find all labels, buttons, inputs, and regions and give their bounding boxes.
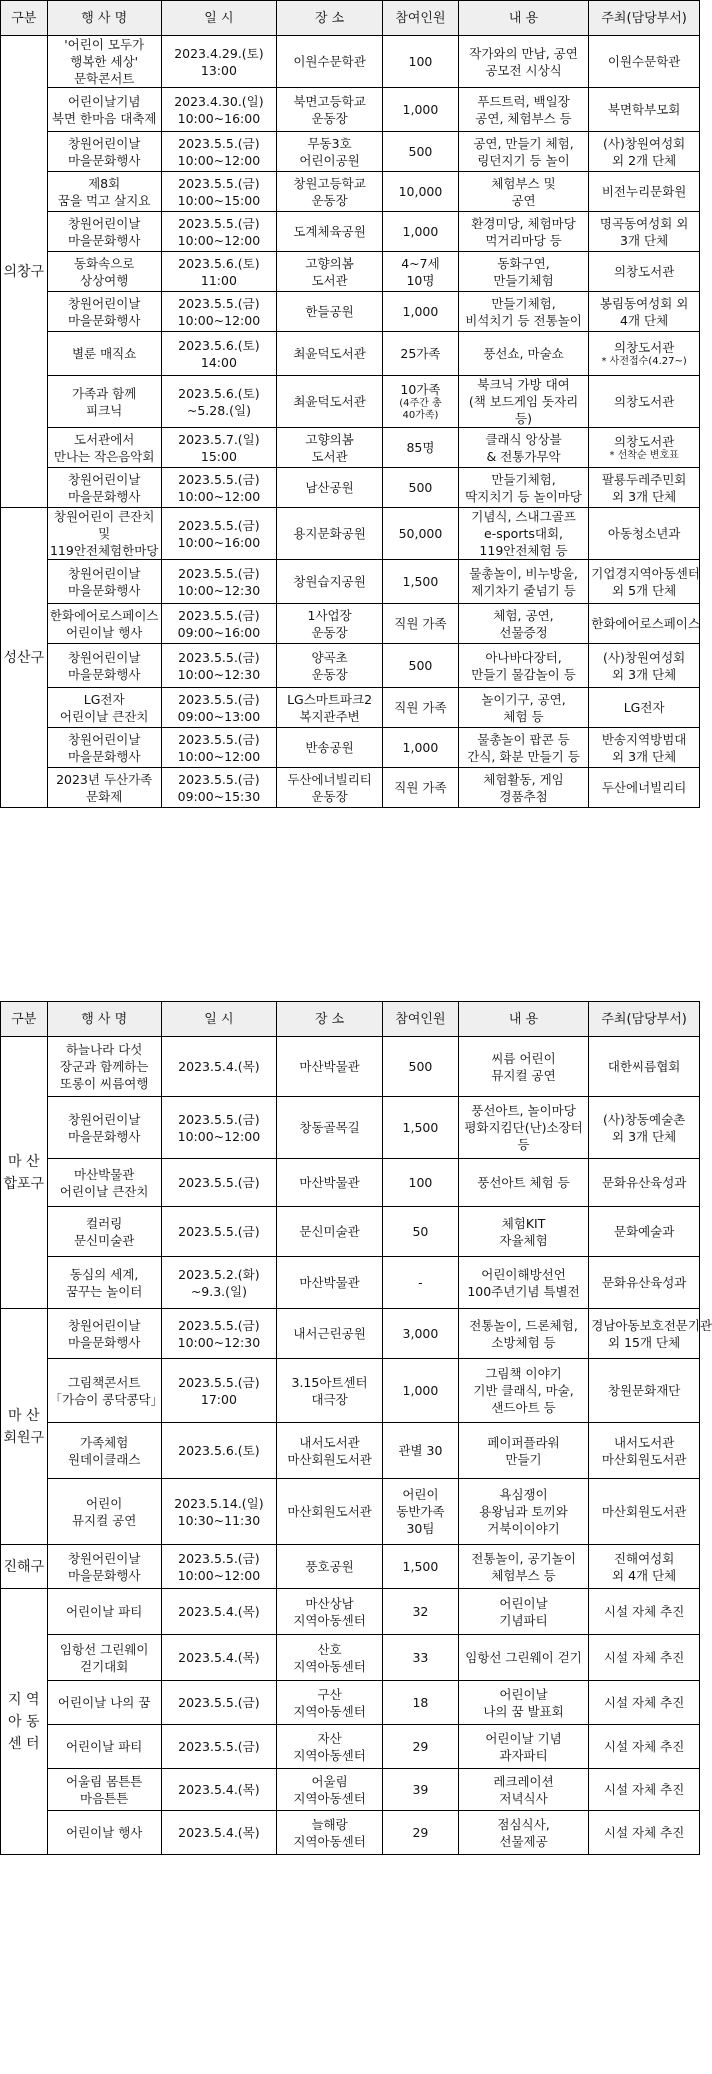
host-cell: 문화예술과 (589, 1207, 700, 1257)
content-cell: 만들기체험, 딱지치기 등 놀이마당 (458, 468, 588, 508)
host-cell: (사)창원여성회 외 2개 단체 (589, 132, 700, 172)
event-name-cell: 어린이날기념 북면 한마음 대축제 (47, 88, 161, 132)
participants-cell: 1,500 (383, 1097, 459, 1159)
participants-cell: 1,500 (383, 560, 459, 604)
datetime-cell: 2023.4.30.(일) 10:00~16:00 (161, 88, 276, 132)
event-name-cell: 창원어린이날 마을문화행사 (47, 292, 161, 332)
content-cell: 레크레이션 저녁식사 (458, 1769, 588, 1811)
table-row (1, 604, 700, 644)
event-name-cell: 창원어린이날 마을문화행사 (47, 132, 161, 172)
content-cell: 임항선 그린웨이 걷기 (458, 1635, 588, 1681)
table-body (1, 1037, 712, 1855)
table-row (1, 1309, 700, 1359)
column-header: 참여인원 (383, 1002, 459, 1037)
table-row (1, 768, 700, 808)
place-cell: 고향의봄 도서관 (277, 428, 383, 468)
participants-cell: 1,500 (383, 1545, 459, 1589)
host-cell: 두산에너빌리티 (589, 768, 700, 808)
column-header: 장 소 (277, 1002, 383, 1037)
datetime-cell: 2023.5.5.(금) 10:00~12:30 (161, 560, 276, 604)
host-cell: 진해여성회 외 4개 단체 (589, 1545, 700, 1589)
event-name-cell: 창원어린이날 마을문화행사 (47, 644, 161, 688)
host-cell: 시설 자체 추진 (589, 1635, 700, 1681)
participants-cell: 29 (383, 1725, 459, 1769)
datetime-cell: 2023.5.14.(일) 10:30~11:30 (161, 1479, 276, 1545)
participants-cell: 1,000 (383, 212, 459, 252)
datetime-cell: 2023.4.29.(토) 13:00 (161, 36, 276, 88)
participants-cell: 4~7세 10명 (383, 252, 459, 292)
table-row (1, 468, 700, 508)
place-cell: 마산박물관 (277, 1037, 383, 1097)
participants-cell: 29 (383, 1811, 459, 1855)
place-cell: 반송공원 (277, 728, 383, 768)
table-row (1, 644, 700, 688)
host-cell: 비전누리문화원 (589, 172, 700, 212)
table-row (1, 1725, 700, 1769)
region-cell: 마 산 회원구 (1, 1309, 48, 1545)
table-row (1, 1479, 700, 1545)
content-cell: 풍선아트, 놀이마당 평화지킴단(난)소장터 등 (458, 1097, 588, 1159)
host-cell: 이원수문학관 (589, 36, 700, 88)
event-name-cell: 별룬 매직쇼 (47, 332, 161, 376)
table-row (1, 688, 700, 728)
host-cell: 시설 자체 추진 (589, 1681, 700, 1725)
host-cell: 봉림동여성회 외 4개 단체 (589, 292, 700, 332)
datetime-cell: 2023.5.5.(금) 10:00~15:00 (161, 172, 276, 212)
region-cell: 지 역 아 동 센 터 (1, 1589, 48, 1855)
event-name-cell: 어린이날 행사 (47, 1811, 161, 1855)
event-name-cell: 2023년 두산가족 문화제 (47, 768, 161, 808)
event-name-cell: 어린이날 파티 (47, 1725, 161, 1769)
place-cell: 도계체육공원 (277, 212, 383, 252)
table-row (1, 332, 700, 376)
column-header: 구분 (1, 1002, 48, 1037)
host-cell: 문화유산육성과 (589, 1159, 700, 1207)
table-row (1, 88, 700, 132)
participants-cell: - (383, 1257, 459, 1309)
place-cell: 마산박물관 (277, 1159, 383, 1207)
place-cell: 문신미술관 (277, 1207, 383, 1257)
host-cell: 시설 자체 추진 (589, 1725, 700, 1769)
table-row (1, 1589, 700, 1635)
datetime-cell: 2023.5.6.(토) 14:00 (161, 332, 276, 376)
content-cell: 욕심쟁이 용왕님과 토끼와 거북이이야기 (458, 1479, 588, 1545)
participants-cell: 500 (383, 1037, 459, 1097)
place-cell: 마산박물관 (277, 1257, 383, 1309)
place-cell: 최윤덕도서관 (277, 332, 383, 376)
datetime-cell: 2023.5.4.(목) (161, 1589, 276, 1635)
host-cell: 의창도서관 * 선착순 변호표 (589, 428, 700, 468)
table-row (1, 132, 700, 172)
place-cell: 한들공원 (277, 292, 383, 332)
participants-cell: 500 (383, 132, 459, 172)
content-cell: 놀이기구, 공연, 체험 등 (458, 688, 588, 728)
host-cell: 의창도서관 (589, 376, 700, 428)
datetime-cell: 2023.5.5.(금) 09:00~16:00 (161, 604, 276, 644)
content-cell: 어린이날 기념파티 (458, 1589, 588, 1635)
event-name-cell: LG전자 어린이날 큰잔치 (47, 688, 161, 728)
place-cell: LG스마트파크2 복지관주변 (277, 688, 383, 728)
datetime-cell: 2023.5.6.(토) 11:00 (161, 252, 276, 292)
place-cell: 구산 지역아동센터 (277, 1681, 383, 1725)
participants-cell: 1,000 (383, 1359, 459, 1423)
place-cell: 용지문화공원 (277, 508, 383, 560)
column-header: 참여인원 (383, 1, 459, 36)
table-row (1, 1159, 700, 1207)
content-cell: 전통놀이, 드론체험, 소방체험 등 (458, 1309, 588, 1359)
content-cell: 아나바다장터, 만들기 물감놀이 등 (458, 644, 588, 688)
place-cell: 두산에너빌리티 운동장 (277, 768, 383, 808)
host-cell: 한화에어로스페이스 (589, 604, 700, 644)
participants-cell: 32 (383, 1589, 459, 1635)
column-header: 일 시 (161, 1002, 276, 1037)
content-cell: 환경미당, 체험마당 먹거리마당 등 (458, 212, 588, 252)
host-cell: 마산회원도서관 (589, 1479, 700, 1545)
column-header: 행 사 명 (47, 1, 161, 36)
host-cell: 문화유산육성과 (589, 1257, 700, 1309)
datetime-cell: 2023.5.5.(금) (161, 1725, 276, 1769)
host-cell: 시설 자체 추진 (589, 1589, 700, 1635)
participants-note: (4주간 총 40가족) (399, 398, 442, 421)
participants-cell: 직원 가족 (383, 604, 459, 644)
place-cell: 1사업장 운동장 (277, 604, 383, 644)
datetime-cell: 2023.5.5.(금) (161, 1681, 276, 1725)
content-cell: 물총놀이 팝콘 등 간식, 화분 만들기 등 (458, 728, 588, 768)
participants-cell: 100 (383, 1159, 459, 1207)
content-cell: 기념식, 스내그골프 e-sports대회, 119안전체험 등 (458, 508, 588, 560)
datetime-cell: 2023.5.5.(금) 17:00 (161, 1359, 276, 1423)
event-name-cell: 한화에어로스페이스 어린이날 행사 (47, 604, 161, 644)
event-name-cell: 어울림 몸튼튼 마음튼튼 (47, 1769, 161, 1811)
event-name-cell: 제8회 꿈을 먹고 살지요 (47, 172, 161, 212)
event-name-cell: 창원어린이날 마을문화행사 (47, 560, 161, 604)
content-cell: 점심식사, 선물제공 (458, 1811, 588, 1855)
content-cell: 체험활동, 게임 경품추첨 (458, 768, 588, 808)
header-row (1, 1, 700, 36)
participants-cell: 어린이 동반가족 30팀 (383, 1479, 459, 1545)
host-cell: 명곡동여성회 외 3개 단체 (589, 212, 700, 252)
participants-cell: 10가족 (4주간 총 40가족) (383, 376, 459, 428)
column-header: 내 용 (458, 1002, 588, 1037)
table-row (1, 1423, 700, 1479)
place-cell: 남산공원 (277, 468, 383, 508)
content-cell: 풍선아트 체험 등 (458, 1159, 588, 1207)
place-cell: 산호 지역아동센터 (277, 1635, 383, 1681)
host-cell: 기업경지역아동센터 외 5개 단체 (589, 560, 700, 604)
place-cell: 무동3호 어린이공원 (277, 132, 383, 172)
table-body (1, 36, 700, 808)
place-cell: 자산 지역아동센터 (277, 1725, 383, 1769)
event-name-cell: 도서관에서 만나는 작은음악회 (47, 428, 161, 468)
place-cell: 3.15아트센터 대극장 (277, 1359, 383, 1423)
datetime-cell: 2023.5.5.(금) 10:00~12:00 (161, 1545, 276, 1589)
place-cell: 내서도서관 마산회원도서관 (277, 1423, 383, 1479)
participants-cell: 관별 30 (383, 1423, 459, 1479)
event-name-cell: 창원어린이날 마을문화행사 (47, 212, 161, 252)
participants-cell: 1,000 (383, 88, 459, 132)
datetime-cell: 2023.5.7.(일) 15:00 (161, 428, 276, 468)
place-cell: 북면고등학교 운동장 (277, 88, 383, 132)
datetime-cell: 2023.5.5.(금) 10:00~12:00 (161, 1097, 276, 1159)
content-cell: 북크닉 가방 대여 (책 보드게임 돗자리 등) (458, 376, 588, 428)
event-name-cell: 동심의 세계, 꿈꾸는 놀이터 (47, 1257, 161, 1309)
place-cell: 늘해랑 지역아동센터 (277, 1811, 383, 1855)
participants-cell: 3,000 (383, 1309, 459, 1359)
event-name-cell: 하늘나라 다섯 장군과 함께하는 또롱이 씨름여행 (47, 1037, 161, 1097)
column-header: 구분 (1, 1, 48, 36)
place-cell: 창원고등학교 운동장 (277, 172, 383, 212)
table-row (1, 36, 700, 88)
event-name-cell: 어린이날 나의 꿈 (47, 1681, 161, 1725)
datetime-cell: 2023.5.5.(금) 09:00~13:00 (161, 688, 276, 728)
place-cell: 창원습지공원 (277, 560, 383, 604)
content-cell: 어린이날 나의 꿈 발표회 (458, 1681, 588, 1725)
event-name-cell: '어린이 모두가 행복한 세상' 문학콘서트 (47, 36, 161, 88)
table-row (1, 172, 700, 212)
table-row (1, 1359, 700, 1423)
datetime-cell: 2023.5.5.(금) 10:00~12:00 (161, 468, 276, 508)
column-header: 장 소 (277, 1, 383, 36)
content-cell: 전통놀이, 공기놀이 체험부스 등 (458, 1545, 588, 1589)
participants-cell: 85명 (383, 428, 459, 468)
content-cell: 그림책 이야기 기반 클래식, 마술, 샌드아트 등 (458, 1359, 588, 1423)
content-cell: 어린이해방선언 100주년기념 특별전 (458, 1257, 588, 1309)
host-cell: 시설 자체 추진 (589, 1769, 700, 1811)
datetime-cell: 2023.5.5.(금) 10:00~12:00 (161, 292, 276, 332)
region-cell: 마 산 합포구 (1, 1037, 48, 1309)
datetime-cell: 2023.5.6.(토) ~5.28.(일) (161, 376, 276, 428)
table-row (1, 1257, 700, 1309)
event-name-cell: 창원어린이날 마을문화행사 (47, 728, 161, 768)
place-cell: 내서근린공원 (277, 1309, 383, 1359)
table-row (1, 1769, 700, 1811)
place-cell: 창동골목길 (277, 1097, 383, 1159)
participants-cell: 직원 가족 (383, 768, 459, 808)
participants-cell: 500 (383, 468, 459, 508)
column-header: 내 용 (458, 1, 588, 36)
participants-cell: 25가족 (383, 332, 459, 376)
table-row (1, 376, 700, 428)
region-cell: 성산구 (1, 508, 48, 808)
table-row (1, 508, 700, 560)
table-row (1, 1207, 700, 1257)
host-cell: 의창도서관 (589, 252, 700, 292)
event-name-cell: 그림책콘서트 「가슴이 콩닥콩닥」 (47, 1359, 161, 1423)
host-cell: 창원문화재단 (589, 1359, 700, 1423)
region-cell: 진해구 (1, 1545, 48, 1589)
table-row (1, 252, 700, 292)
column-header: 일 시 (161, 1, 276, 36)
table-row (1, 428, 700, 468)
participants-cell: 18 (383, 1681, 459, 1725)
table-row (1, 1097, 700, 1159)
host-cell: 북면학부모회 (589, 88, 700, 132)
participants-cell: 50,000 (383, 508, 459, 560)
host-cell: 팔룡두레주민회 외 3개 단체 (589, 468, 700, 508)
datetime-cell: 2023.5.5.(금) (161, 1207, 276, 1257)
datetime-cell: 2023.5.5.(금) 10:00~12:00 (161, 132, 276, 172)
place-cell: 어울림 지역아동센터 (277, 1769, 383, 1811)
column-header: 주최(담당부서) (589, 1002, 700, 1037)
host-cell: 경남아동보호전문기관 외 15개 단체 (589, 1309, 700, 1359)
place-cell: 양곡초 운동장 (277, 644, 383, 688)
content-cell: 공연, 만들기 체험, 링던지기 등 놀이 (458, 132, 588, 172)
host-cell: 대한씨름협회 (589, 1037, 700, 1097)
participants-cell: 33 (383, 1635, 459, 1681)
content-cell: 어린이날 기념 과자파티 (458, 1725, 588, 1769)
event-name-cell: 어린이날 파티 (47, 1589, 161, 1635)
host-note: * 선착순 변호표 (609, 450, 679, 461)
event-name-cell: 임항선 그린웨이 걷기대회 (47, 1635, 161, 1681)
content-cell: 체험KIT 자율체험 (458, 1207, 588, 1257)
host-cell: 내서도서관 마산회원도서관 (589, 1423, 700, 1479)
participants-cell: 500 (383, 644, 459, 688)
datetime-cell: 2023.5.4.(목) (161, 1811, 276, 1855)
participants-cell: 1,000 (383, 728, 459, 768)
events-table-1 (0, 0, 700, 808)
place-cell: 마산상남 지역아동센터 (277, 1589, 383, 1635)
content-cell: 씨름 어린이 뮤지컬 공연 (458, 1037, 588, 1097)
column-header: 행 사 명 (47, 1002, 161, 1037)
participants-cell: 50 (383, 1207, 459, 1257)
event-name-cell: 창원어린이날 마을문화행사 (47, 1309, 161, 1359)
participants-cell: 39 (383, 1769, 459, 1811)
event-name-cell: 마산박물관 어린이날 큰잔치 (47, 1159, 161, 1207)
datetime-cell: 2023.5.4.(목) (161, 1769, 276, 1811)
table-row (1, 728, 700, 768)
table-row (1, 1681, 700, 1725)
event-name-cell: 가족과 함께 피크닉 (47, 376, 161, 428)
host-note: * 사전접수(4.27~) (601, 356, 687, 367)
content-cell: 체험, 공연, 선물증정 (458, 604, 588, 644)
datetime-cell: 2023.5.5.(금) 10:00~16:00 (161, 508, 276, 560)
event-name-cell: 창원어린이 큰잔치 및 119안전체험한마당 (47, 508, 161, 560)
table-row (1, 1037, 700, 1097)
host-cell: (사)창원여성회 외 3개 단체 (589, 644, 700, 688)
events-table-2 (0, 1001, 712, 1855)
content-cell: 물총놀이, 비누방울, 제기차기 줄넘기 등 (458, 560, 588, 604)
content-cell: 풍선쇼, 마술쇼 (458, 332, 588, 376)
event-name-cell: 컬러링 문신미술관 (47, 1207, 161, 1257)
event-name-cell: 창원어린이날 마을문화행사 (47, 1097, 161, 1159)
table-row (1, 292, 700, 332)
table-row (1, 560, 700, 604)
host-cell: 아동청소년과 (589, 508, 700, 560)
place-cell: 고향의봄 도서관 (277, 252, 383, 292)
datetime-cell: 2023.5.5.(금) 09:00~15:30 (161, 768, 276, 808)
content-cell: 페이퍼플라워 만들기 (458, 1423, 588, 1479)
table-row (1, 1635, 700, 1681)
host-cell: (사)창동예술촌 외 3개 단체 (589, 1097, 700, 1159)
table-row (1, 212, 700, 252)
region-cell: 의창구 (1, 36, 48, 508)
event-name-cell: 창원어린이날 마을문화행사 (47, 1545, 161, 1589)
datetime-cell: 2023.5.2.(화) ~9.3.(일) (161, 1257, 276, 1309)
datetime-cell: 2023.5.5.(금) 10:00~12:00 (161, 728, 276, 768)
datetime-cell: 2023.5.5.(금) 10:00~12:30 (161, 644, 276, 688)
datetime-cell: 2023.5.6.(토) (161, 1423, 276, 1479)
host-cell: 시설 자체 추진 (589, 1811, 700, 1855)
event-name-cell: 가족체험 원데이클래스 (47, 1423, 161, 1479)
content-cell: 체험부스 및 공연 (458, 172, 588, 212)
datetime-cell: 2023.5.5.(금) 10:00~12:00 (161, 212, 276, 252)
place-cell: 이원수문학관 (277, 36, 383, 88)
participants-cell: 100 (383, 36, 459, 88)
content-cell: 클래식 앙상블 & 전통가무악 (458, 428, 588, 468)
content-cell: 푸드트럭, 백일장 공연, 체험부스 등 (458, 88, 588, 132)
participants-cell: 10,000 (383, 172, 459, 212)
host-cell: 반송지역방범대 외 3개 단체 (589, 728, 700, 768)
place-cell: 풍호공원 (277, 1545, 383, 1589)
event-name-cell: 창원어린이날 마을문화행사 (47, 468, 161, 508)
participants-cell: 직원 가족 (383, 688, 459, 728)
table-row (1, 1545, 700, 1589)
datetime-cell: 2023.5.4.(목) (161, 1635, 276, 1681)
place-cell: 최윤덕도서관 (277, 376, 383, 428)
content-cell: 만들기체험, 비석치기 등 전통놀이 (458, 292, 588, 332)
datetime-cell: 2023.5.5.(금) 10:00~12:30 (161, 1309, 276, 1359)
column-header: 주최(담당부서) (589, 1, 700, 36)
host-cell: 의창도서관 * 사전접수(4.27~) (589, 332, 700, 376)
host-cell: LG전자 (589, 688, 700, 728)
event-name-cell: 동화속으로 상상여행 (47, 252, 161, 292)
content-cell: 동화구연, 만들기체험 (458, 252, 588, 292)
event-name-cell: 어린이 뮤지컬 공연 (47, 1479, 161, 1545)
datetime-cell: 2023.5.5.(금) (161, 1159, 276, 1207)
content-cell: 작가와의 만남, 공연 공모전 시상식 (458, 36, 588, 88)
table-row (1, 1811, 700, 1855)
place-cell: 마산회원도서관 (277, 1479, 383, 1545)
datetime-cell: 2023.5.4.(목) (161, 1037, 276, 1097)
header-row (1, 1002, 700, 1037)
participants-cell: 1,000 (383, 292, 459, 332)
